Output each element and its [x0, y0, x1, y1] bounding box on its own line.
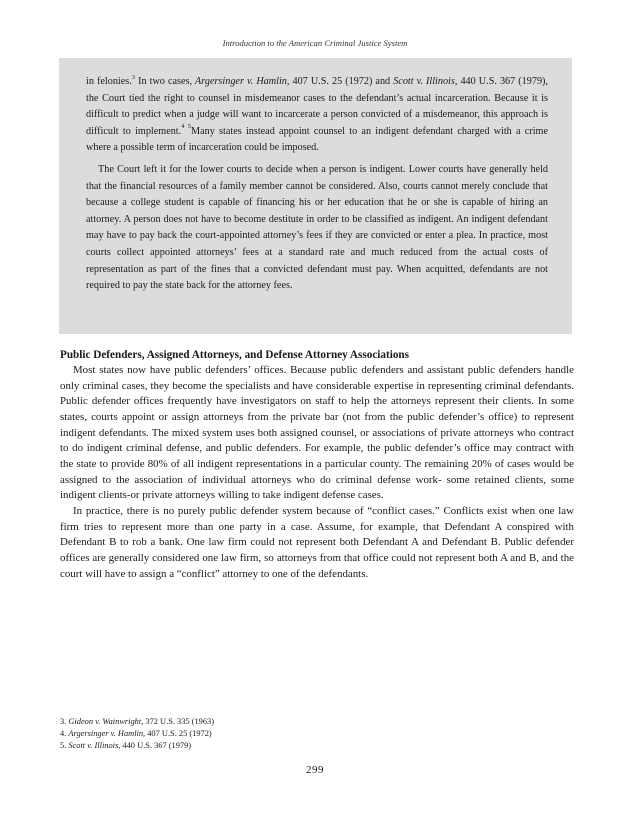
footnote-number: 3. — [60, 717, 69, 726]
section — [60, 348, 574, 582]
footnote-number: 4. — [60, 729, 69, 739]
box-text: in felonies. — [86, 76, 132, 87]
footnotes — [60, 716, 460, 753]
box-paragraph-2: The Court left it for the lower courts to decide when a person is indigent. Lower courts have generally held that the financial resources of a family member cannot be considered. Also, courts cannot merely conclude that because a college student is capable of financing his or her education that he or she is capable of hiring an attorney. A person does not have to become destitute in order to be classified as indigent. An indigent defendant may have to pay back the court-appointed attorney’s fees if they are convicted or enter a plea. In practice, most courts collect appointed attorneys’ fees at a standard rate and much reduced from the actual costs of representation as part of the fines that a convicted defendant must pay. When acquitted, defendants are not required to pay the state back for the attorney fees. — [86, 163, 548, 292]
citation: , 407 U.S. 25 (1972) — [143, 729, 212, 739]
sidebar-box — [59, 58, 572, 334]
footnote-4 — [60, 728, 460, 740]
footnote-number: 5. — [60, 741, 69, 751]
case-name: Argersinger v. Hamlin — [68, 729, 144, 739]
footnote-3 — [60, 716, 460, 728]
case-name: Argersinger v. Hamlin — [195, 76, 287, 87]
footnote-ref-4-5[interactable]: 4 5 — [181, 123, 192, 131]
section-paragraph-1: Most states now have public defenders’ offices. Because public defenders and assistant public defenders handle only criminal cases, they become the specialists and have considerable expertise in representing criminal defendants. Public defender offices frequently have investigators on staff to help the attorneys represent their clients. In some states, courts appoint or assign attorneys from the private bar (not from the public defender’s office) to represent indigent defendants. The mixed system uses both assigned counsel, or associations of private attorneys who contract to do indigent criminal defense, and public defenders. For example, the public defender’s office may contract with the state to provide 80% of all indigent representations in a particular county. The remaining 20% of cases would be assigned to the association of individual attorneys who do criminal defense work- some retained clients, some indigent clients-or private attorneys willing to take indigent defense cases. — [60, 364, 574, 502]
box-text: , 407 U.S. 25 (1972) and — [286, 76, 394, 87]
case-name: Gideon v. Wainwright — [68, 717, 142, 726]
box-text: , 440 U.S. 367 (1979), the Court tied the right to counsel in misdemeanor cases to the defendant’s actual incarceration. Because it is difficult to predict when a judge will want to incarcerate a person convicted of a misdemeanor, this approach is difficult to implement. — [86, 76, 548, 137]
section-paragraph-2: In practice, there is no purely public defender system because of “conflict cases.” Conflicts exist when one law firm tries to represent more than one party in a case. Assume, for example, that Defendant A conspired with Defendant B to rob a bank. One law firm could not represent both Defendant A and Defendant B. Public defender offices are generally considered one law firm, so attorneys from that office could not represent both A and B, and the court will have to assign a “conflict” attorney to one of the defendants. — [60, 504, 574, 580]
running-head: Introduction to the American Criminal Justice System — [222, 38, 408, 48]
section-heading: Public Defenders, Assigned Attorneys, and Defense Attorney Associations — [60, 349, 409, 361]
box-paragraph-1 — [86, 74, 548, 157]
citation: , 440 U.S. 367 (1979) — [118, 741, 192, 751]
case-name: Scott v. Illinois — [393, 76, 455, 87]
box-text: In two cases, — [135, 76, 196, 87]
case-name: Scott v. Illinois — [68, 741, 119, 751]
box-text: Many states instead appoint counsel to an indigent defendant charged with a crime where a possible term of incarceration could be imposed. — [86, 125, 548, 154]
page-number: 299 — [306, 764, 324, 776]
footnote-ref-3[interactable]: 3 — [131, 73, 136, 81]
footnote-5 — [60, 740, 460, 752]
citation: , 372 U.S. 335 (1963) — [141, 717, 215, 726]
